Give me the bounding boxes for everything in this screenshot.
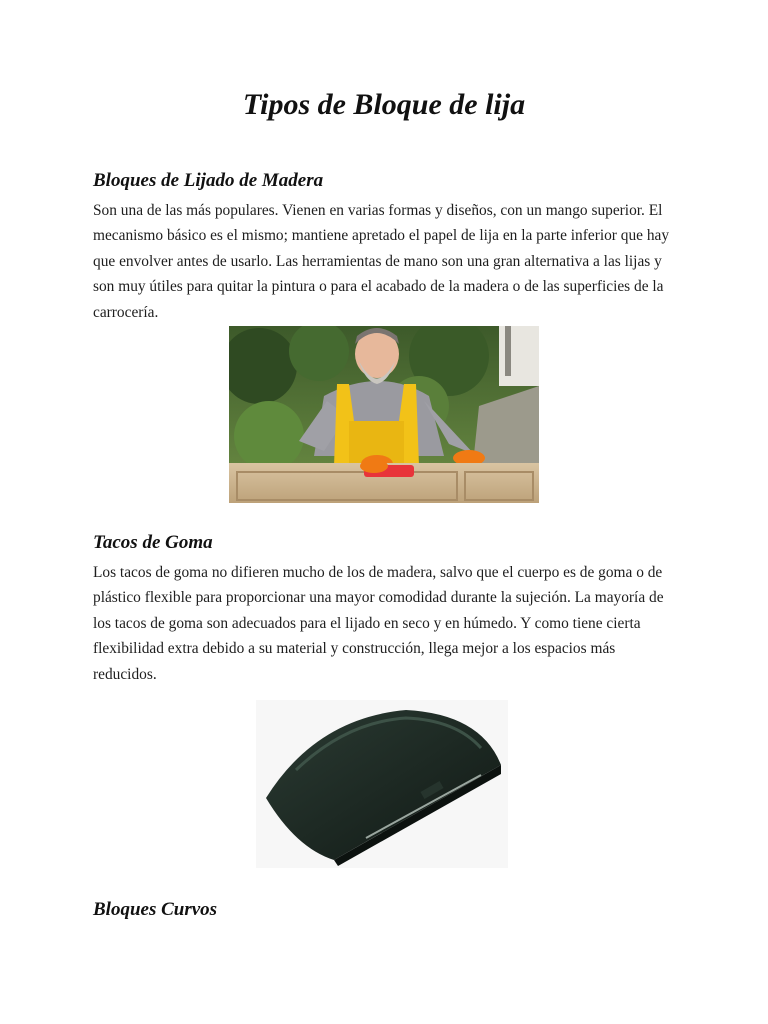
section-heading-wood-blocks: Bloques de Lijado de Madera: [93, 170, 324, 191]
photo-man-sanding-door: [229, 326, 539, 503]
section-paragraph-rubber-pads: Los tacos de goma no difieren mucho de los de madera, salvo que el cuerpo es de goma o de plástico flexible para proporcionar una mayor comodidad durante la sujeción. La mayoría de los tacos de goma son adecuados para el lijado en seco y en húmedo. Y como tiene cierta flexibilidad extra debido a su material y construcción, llega mejor a los espacios más reducidos.: [93, 564, 664, 683]
page-title: Tipos de Bloque de lija: [242, 88, 526, 121]
section-paragraph-wood-blocks: Son una de las más populares. Vienen en varias formas y diseños, con un mango superior. El mecanismo básico es el mismo; mantiene apretado el papel de lija en la parte inferior que hay que envolver antes de usarlo. Las herramientas de mano son una gran alternativa a las lijas y son muy útiles para quitar la pintura o para el acabado de la madera o de las superficies de la carrocería.: [93, 202, 670, 321]
photo-rubber-sanding-pad: [256, 700, 508, 868]
section-heading-rubber-pads: Tacos de Goma: [93, 532, 213, 553]
section-heading-curved-blocks: Bloques Curvos: [93, 899, 218, 920]
